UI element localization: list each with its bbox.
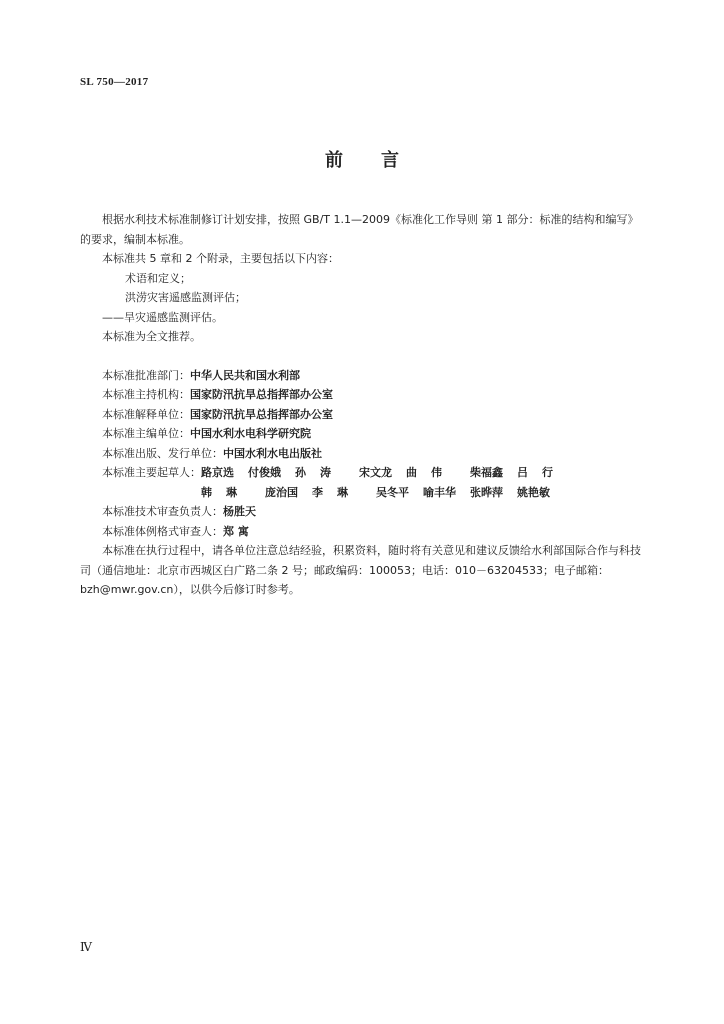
content-item-drought: ——旱灾遥感监测评估。 bbox=[102, 310, 223, 324]
interpreter-value: 国家防汛抗旱总指挥部办公室 bbox=[190, 407, 333, 421]
drafter-name: 姚艳敏 bbox=[517, 485, 550, 499]
drafter-name: 付俊娥 bbox=[248, 466, 281, 479]
reviewer-label: 本标准技术审查负责人： bbox=[102, 505, 223, 518]
content-item-terms: 术语和定义； bbox=[125, 271, 191, 285]
page-number: Ⅳ bbox=[80, 940, 92, 954]
standard-code: SL 750—2017 bbox=[80, 76, 149, 88]
interpreter-row bbox=[80, 405, 645, 425]
closing-paragraph: 本标准在执行过程中，请各单位注意总结经验，积累资料，随时将有关意见和建议反馈给水利部国际合作与科技司（通信地址：北京市西城区白广路二条 2 号；邮政编码：100053；电话：010－63204533；电子邮箱：bzh@mwr.gov.cn），以供今后修订时参考。 bbox=[80, 544, 641, 596]
host-row bbox=[80, 385, 645, 405]
drafters-row bbox=[80, 463, 645, 502]
drafters-label: 本标准主要起草人： bbox=[102, 466, 201, 479]
publisher-label: 本标准出版、发行单位： bbox=[102, 446, 223, 460]
drafter-name: 路京选 bbox=[201, 466, 234, 479]
drafter-name: 吴冬平 bbox=[376, 485, 409, 499]
drafter-name: 李琳 bbox=[312, 485, 362, 499]
drafter-name: 张晔萍 bbox=[470, 485, 503, 499]
approver-label: 本标准批准部门： bbox=[102, 368, 190, 382]
approver-row bbox=[80, 366, 645, 386]
contents-intro: 本标准共 5 章和 2 个附录，主要包括以下内容： bbox=[102, 252, 339, 265]
drafters-list bbox=[201, 463, 611, 502]
drafter-name: 喻丰华 bbox=[423, 485, 456, 499]
host-label: 本标准主持机构： bbox=[102, 388, 190, 401]
format-reviewer-label: 本标准体例格式审查人： bbox=[102, 524, 223, 538]
content-item-flood: 洪涝灾害遥感监测评估； bbox=[125, 291, 246, 304]
editor-row bbox=[80, 424, 645, 444]
recommendation-note: 本标准为全文推荐。 bbox=[102, 330, 201, 343]
intro-paragraph: 根据水利技术标准制修订计划安排，按照 GB/T 1.1—2009《标准化工作导则 第 1 部分：标准的结构和编写》的要求，编制本标准。 bbox=[80, 213, 639, 246]
drafter-name: 曲伟 bbox=[406, 466, 456, 479]
page-title: 前言 bbox=[325, 150, 437, 171]
drafter-name: 孙涛 bbox=[295, 466, 345, 479]
host-value: 国家防汛抗旱总指挥部办公室 bbox=[190, 388, 333, 401]
drafter-name: 韩琳 bbox=[201, 485, 251, 499]
reviewer-value: 杨胜天 bbox=[223, 505, 256, 518]
drafter-name: 吕行 bbox=[517, 466, 567, 479]
publisher-row bbox=[80, 444, 645, 464]
foreword-body bbox=[80, 210, 645, 600]
section-gap bbox=[80, 347, 645, 366]
interpreter-label: 本标准解释单位： bbox=[102, 407, 190, 421]
editor-label: 本标准主编单位： bbox=[102, 427, 190, 440]
reviewer-row bbox=[80, 502, 645, 522]
approver-value: 中华人民共和国水利部 bbox=[190, 368, 300, 382]
editor-value: 中国水利水电科学研究院 bbox=[190, 427, 311, 440]
format-reviewer-row bbox=[80, 522, 645, 542]
format-reviewer-value: 郑 寓 bbox=[223, 524, 249, 538]
publisher-value: 中国水利水电出版社 bbox=[223, 446, 322, 460]
drafter-name: 庞治国 bbox=[265, 485, 298, 499]
drafter-name: 柴福鑫 bbox=[470, 466, 503, 479]
drafter-name: 宋文龙 bbox=[359, 466, 392, 479]
